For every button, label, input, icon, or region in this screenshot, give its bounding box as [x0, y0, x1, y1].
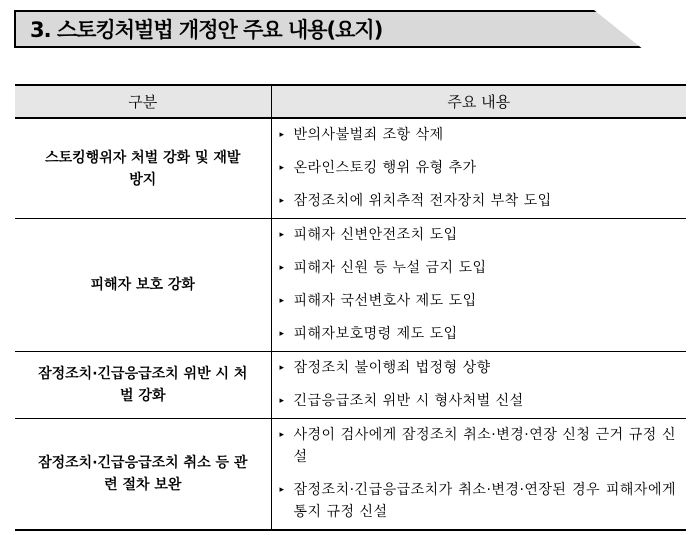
row-category	[15, 352, 271, 419]
list-item: ▸ 사경이 검사에게 잠정조치 취소·변경·연장 신청 근거 규정 신설	[280, 419, 677, 474]
category-text: 잠정조치·긴급응급조치 취소 등 관련 절차 보완	[38, 455, 248, 493]
table-row	[15, 352, 686, 419]
bullet-icon: ▸	[279, 163, 285, 173]
list-item: ▸ 잠정조치에 위치추적 전자장치 부착 도입	[280, 185, 677, 218]
list-item: ▸ 잠정조치 불이행죄 법정형 상향	[280, 352, 677, 385]
bullet-icon: ▸	[279, 485, 285, 495]
row-category	[15, 419, 271, 531]
bullet-icon: ▸	[279, 296, 285, 306]
section-title: 3. 스토킹처벌법 개정안 주요 내용(요지)	[30, 18, 383, 42]
bullet-icon: ▸	[279, 329, 285, 339]
bullet-icon: ▸	[279, 363, 285, 373]
row-category	[15, 118, 271, 219]
table-header-row	[15, 85, 686, 118]
list-item: ▸ 반의사불벌죄 조항 삭제	[280, 119, 677, 152]
list-item: ▸ 피해자 신원 등 누설 금지 도입	[280, 252, 677, 285]
summary-table	[15, 84, 686, 531]
list-item: ▸ 긴급응급조치 위반 시 형사처벌 신설	[280, 385, 677, 418]
row-category	[15, 219, 271, 352]
row-items	[271, 219, 686, 352]
row-items	[271, 419, 686, 531]
table-row	[15, 118, 686, 219]
bullet-icon: ▸	[279, 130, 285, 140]
table-row	[15, 419, 686, 531]
list-item: ▸ 온라인스토킹 행위 유형 추가	[280, 152, 677, 185]
bullet-icon: ▸	[279, 263, 285, 273]
category-text: 피해자 보호 강화	[90, 277, 195, 293]
section-title-banner	[14, 10, 644, 48]
bullet-icon: ▸	[279, 430, 285, 440]
category-text: 스토킹행위자 처벌 강화 및 재발 방지	[45, 149, 241, 188]
list-item: ▸ 피해자 신변안전조치 도입	[280, 219, 677, 252]
bullet-icon: ▸	[279, 396, 285, 406]
row-items	[271, 118, 686, 219]
bullet-icon: ▸	[279, 230, 285, 240]
header-content: 주요 내용	[271, 85, 686, 118]
category-text: 잠정조치·긴급응급조치 위반 시 처벌 강화	[38, 366, 248, 404]
list-item: ▸ 피해자보호명령 제도 도입	[280, 318, 677, 351]
bullet-icon: ▸	[279, 196, 285, 206]
list-item: ▸ 피해자 국선변호사 제도 도입	[280, 285, 677, 318]
table-row	[15, 219, 686, 352]
header-category: 구분	[15, 85, 271, 118]
list-item: ▸ 잠정조치·긴급응급조치가 취소·변경·연장된 경우 피해자에게 통지 규정 신설	[280, 474, 677, 529]
row-items	[271, 352, 686, 419]
